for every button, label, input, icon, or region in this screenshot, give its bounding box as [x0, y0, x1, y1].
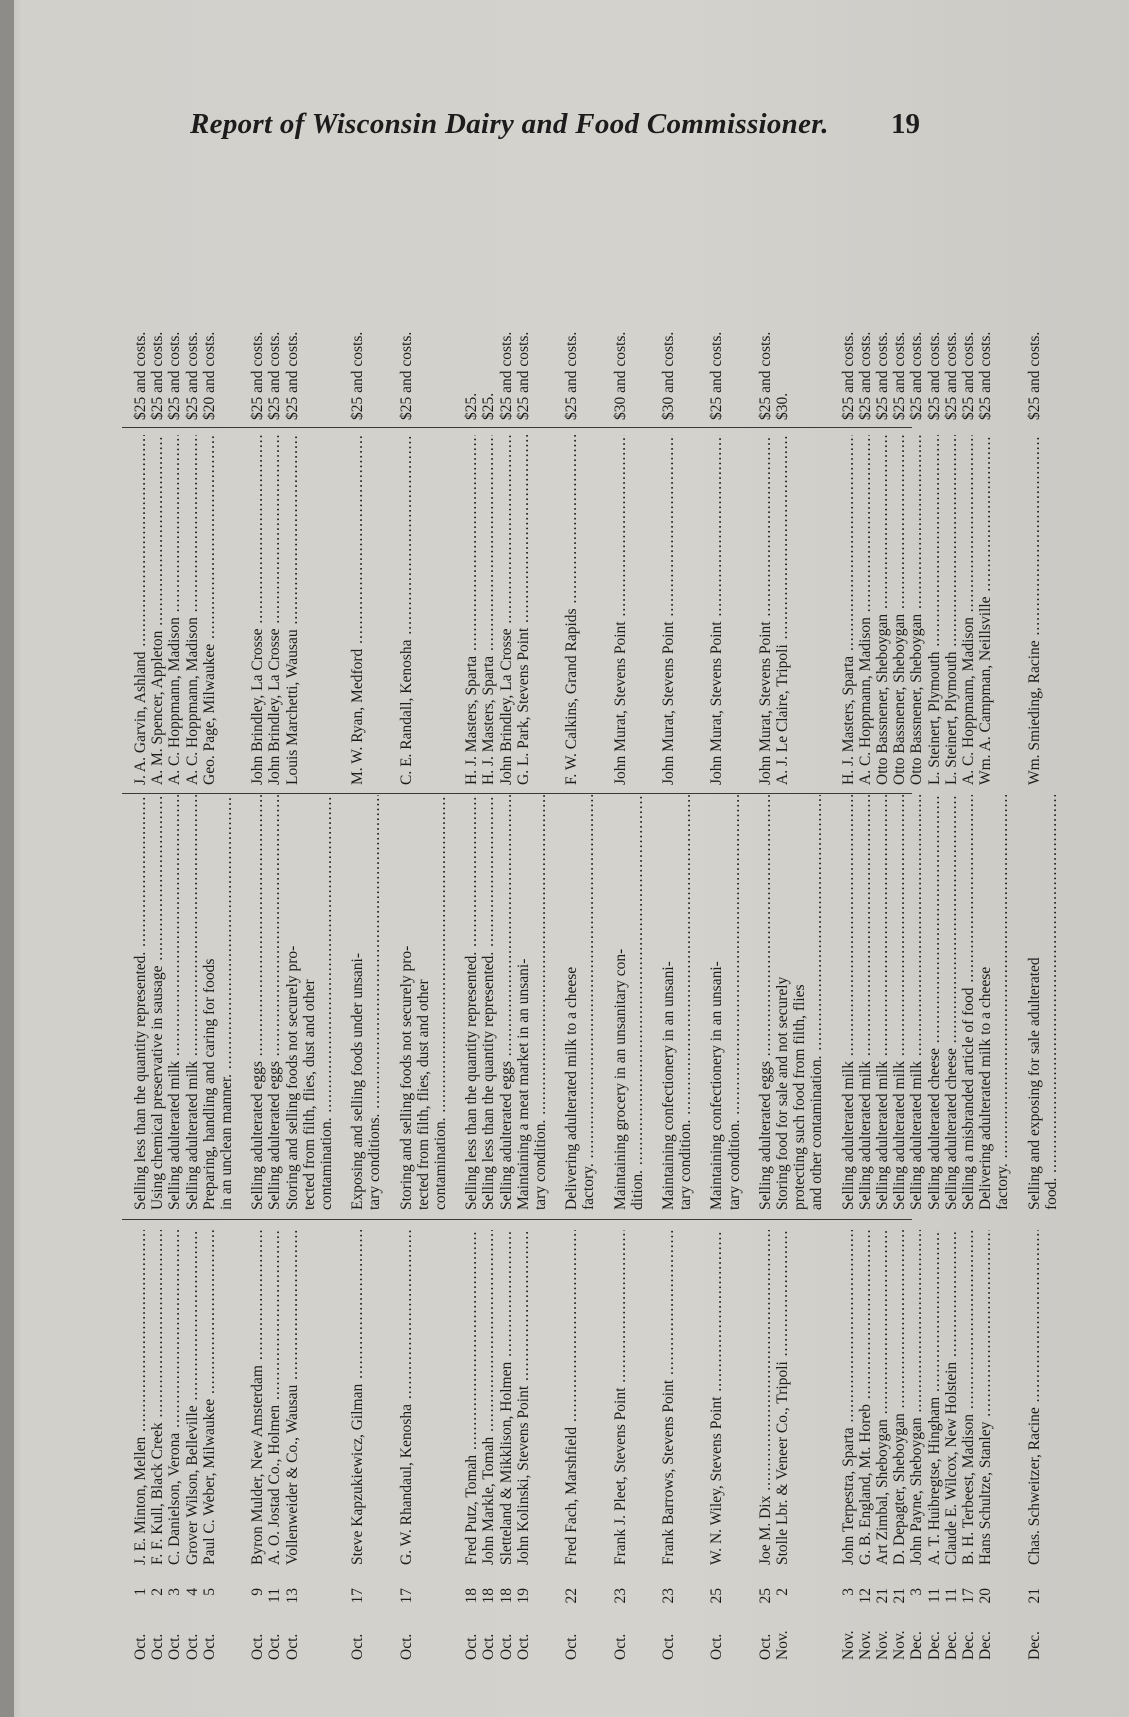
date-cell — [266, 1590, 283, 1660]
date-cell — [515, 1590, 532, 1660]
page-header — [150, 108, 930, 148]
date-cell — [166, 1590, 183, 1660]
prosecutor-cell: A. J. Le Claire, Tripoli ..... — [774, 435, 791, 785]
date-month: Oct. — [611, 1633, 629, 1660]
date-day: 25 — [756, 1588, 774, 1604]
date-cell — [708, 1590, 725, 1660]
prosecutor-cell: F. W. Calkins, Grand Rapids ..... — [563, 435, 580, 785]
defendant-cell: John Terpestra, Sparta ..... — [840, 1230, 857, 1565]
offense-line: Selling a misbranded article of food ..... — [960, 795, 977, 1210]
date-day: 1 — [132, 1588, 149, 1596]
offense-line: Selling adulterated cheese ..... — [926, 795, 943, 1210]
prosecutor-cell: Louis Marchetti, Wausau ..... — [284, 435, 301, 785]
defendant-cell: D. Depagter, Sheboygan ..... — [891, 1230, 908, 1565]
fine-cell: $25. — [480, 392, 498, 420]
offense-line: dition. ..... — [629, 795, 646, 1210]
prosecutor-cell: C. E. Randall, Kenosha ..... — [398, 435, 415, 785]
date-day: 3 — [839, 1588, 857, 1596]
date-month: Oct. — [463, 1633, 481, 1660]
date-day: 4 — [183, 1588, 201, 1596]
date-month: Oct. — [166, 1633, 184, 1660]
fine-cell: $25 and costs. — [891, 331, 909, 420]
fine-cell: $25. — [463, 392, 481, 420]
date-month: Dec. — [977, 1631, 995, 1660]
prosecutions-table — [122, 180, 1060, 1660]
page-number: 19 — [891, 108, 920, 140]
fine-cell: $25 and costs. — [397, 331, 415, 420]
defendant-cell: John Payne, Sheboygan ..... — [908, 1230, 925, 1565]
prosecutor-cell: Otto Bassnener, Sheboygan ..... — [908, 435, 925, 785]
date-day: 18 — [497, 1588, 515, 1604]
fine-cell: $25 and costs. — [266, 331, 284, 420]
date-cell — [926, 1590, 943, 1660]
fine-cell: $25 and costs. — [132, 331, 149, 420]
date-day: 21 — [874, 1588, 891, 1604]
offense-line: Selling adulterated milk ..... — [840, 795, 857, 1210]
date-day: 20 — [977, 1588, 995, 1604]
offense-line: Maintaining a meat market in an unsani- — [514, 958, 532, 1210]
defendant-cell: G. B. England, Mt. Horeb ..... — [857, 1230, 874, 1565]
offense-line: contamination. ..... — [432, 795, 449, 1210]
defendant-cell: Vollenweider & Co., Wausau ..... — [284, 1230, 301, 1565]
date-month: Dec. — [942, 1631, 960, 1660]
date-cell — [184, 1590, 201, 1660]
fine-cell: $25 and costs. — [183, 331, 201, 420]
fine-cell: $30. — [774, 392, 791, 420]
offense-line: Selling less than the quantity represented. ..... — [132, 795, 149, 1210]
fine-cell: $25 and costs. — [874, 331, 891, 420]
prosecutor-cell: A. C. Hoppmann, Madison ..... — [960, 435, 977, 785]
date-cell — [463, 1590, 480, 1660]
fine-cell: $25 and costs. — [514, 331, 532, 420]
date-day: 17 — [397, 1588, 415, 1604]
prosecutor-cell: A. M. Spencer, Appleton ..... — [149, 435, 166, 785]
date-month: Dec. — [1025, 1631, 1043, 1660]
date-cell — [480, 1590, 497, 1660]
date-month: Nov. — [774, 1630, 791, 1660]
date-month: Oct. — [149, 1633, 167, 1660]
date-cell — [757, 1590, 774, 1660]
fine-cell: $25 and costs. — [908, 331, 926, 420]
fine-cell: $25 and costs. — [942, 331, 960, 420]
date-month: Oct. — [266, 1633, 284, 1660]
offense-line: Selling adulterated milk ..... — [857, 795, 874, 1210]
date-month: Oct. — [708, 1633, 726, 1660]
fine-cell: $25 and costs. — [166, 331, 184, 420]
date-month: Dec. — [960, 1631, 977, 1660]
date-day: 18 — [463, 1588, 481, 1604]
offense-line: Selling adulterated eggs ..... — [266, 795, 283, 1210]
date-day: 21 — [891, 1588, 909, 1604]
defendant-cell: F. F. Kull, Black Creek ..... — [149, 1230, 166, 1565]
defendant-cell: Grover Wilson, Belleville ..... — [184, 1230, 201, 1565]
date-month: Nov. — [874, 1630, 891, 1660]
running-title: Report of Wisconsin Dairy and Food Commissioner. — [190, 108, 829, 140]
prosecutor-cell: John Murat, Stevens Point ..... — [660, 435, 677, 785]
fine-cell: $25 and costs. — [1025, 331, 1043, 420]
date-cell — [840, 1590, 857, 1660]
fine-cell: $25 and costs. — [497, 331, 515, 420]
prosecutor-cell: Wm. A. Campman, Neillsville ..... — [977, 435, 994, 785]
prosecutor-cell: J. A. Garvin, Ashland ..... — [132, 435, 149, 785]
defendant-cell: Steve Kapzukiewicz, Gilman ..... — [349, 1230, 366, 1565]
date-month: Oct. — [283, 1633, 301, 1660]
offense-line: tary conditions. ..... — [366, 795, 383, 1210]
offense-line: tary condition. ..... — [532, 795, 549, 1210]
date-day: 5 — [200, 1588, 218, 1596]
prosecutor-cell: A. C. Hoppmann, Madison ..... — [166, 435, 183, 785]
date-cell — [977, 1590, 994, 1660]
offense-line: Selling adulterated eggs ..... — [249, 795, 266, 1210]
prosecutor-cell: H. J. Masters, Sparta ..... — [463, 435, 480, 785]
defendant-cell: Fred Fach, Marshfield ..... — [563, 1230, 580, 1565]
defendant-cell: B. H. Terbeest, Madison ..... — [960, 1230, 977, 1565]
date-day: 2 — [149, 1588, 167, 1596]
date-cell — [249, 1590, 266, 1660]
defendant-cell: A. T. Huibregtse, Hingham ..... — [926, 1230, 943, 1565]
prosecutor-cell: A. C. Hoppmann, Madison ..... — [857, 435, 874, 785]
date-month: Oct. — [183, 1633, 201, 1660]
offense-line: Selling adulterated milk ..... — [874, 795, 891, 1210]
date-day: 3 — [166, 1588, 184, 1596]
offense-line: Exposing and selling foods under unsani- — [349, 952, 367, 1210]
date-cell — [874, 1590, 891, 1660]
offense-line: Selling adulterated cheese ..... — [943, 795, 960, 1210]
prosecutor-cell: John Murat, Stevens Point ..... — [612, 435, 629, 785]
offense-line: tected from filth, flies, dust and other — [300, 979, 318, 1210]
date-cell — [132, 1590, 149, 1660]
date-day: 17 — [349, 1588, 367, 1604]
date-cell — [908, 1590, 925, 1660]
date-cell — [774, 1590, 791, 1660]
offense-line: Storing and selling foods not securely pro- — [283, 945, 301, 1210]
offense-line: Storing food for sale and not securely — [774, 976, 791, 1210]
defendant-cell: Chas. Schweitzer, Racine ..... — [1026, 1230, 1043, 1565]
defendant-cell: Hans Schultze, Stanley ..... — [977, 1230, 994, 1565]
offense-line: Storing and selling foods not securely pro- — [397, 945, 415, 1210]
defendant-cell: John Markle, Tomah ..... — [480, 1230, 497, 1565]
column-rule-1 — [122, 1219, 912, 1220]
rotated-table-wrapper — [122, 180, 1060, 1660]
date-month: Oct. — [480, 1633, 498, 1660]
defendant-cell: Frank Barrows, Stevens Point ..... — [660, 1230, 677, 1565]
defendant-cell: Frank J. Pleet, Stevens Point ..... — [612, 1230, 629, 1565]
prosecutor-cell: H. J. Masters, Sparta ..... — [480, 435, 497, 785]
defendant-cell: Claude E. Wilcox, New Holstein ..... — [943, 1230, 960, 1565]
date-cell — [660, 1590, 677, 1660]
prosecutor-cell: M. W. Ryan, Medford ..... — [349, 435, 366, 785]
prosecutor-cell: L. Steinert, Plymouth ..... — [926, 435, 943, 785]
prosecutor-cell: A. C. Hoppmann, Madison ..... — [184, 435, 201, 785]
defendant-cell: W. N. Wiley, Stevens Point ..... — [708, 1230, 725, 1565]
date-day: 2 — [774, 1588, 791, 1596]
fine-cell: $25 and costs. — [283, 331, 301, 420]
fine-cell: $25 and costs. — [856, 331, 874, 420]
prosecutor-cell: John Brindley, La Crosse ..... — [498, 435, 515, 785]
offense-line: factory. ..... — [994, 795, 1011, 1210]
prosecutor-cell: John Brindley, La Crosse ..... — [266, 435, 283, 785]
defendant-cell: Sletteland & Mikklison, Holmen ..... — [498, 1230, 515, 1565]
date-month: Oct. — [660, 1633, 677, 1660]
date-cell — [201, 1590, 218, 1660]
defendant-cell: Joe M. Dix ..... — [757, 1230, 774, 1565]
fine-cell: $30 and costs. — [660, 331, 677, 420]
offense-line: Preparing, handling and caring for foods — [200, 958, 218, 1210]
offense-line: Maintaining confectionery in an unsani- — [708, 961, 726, 1210]
date-day: 23 — [660, 1588, 677, 1604]
date-day: 11 — [925, 1588, 943, 1603]
defendant-cell: Byron Mulder, New Amsterdam ..... — [249, 1230, 266, 1565]
offense-line: Selling less than the quantity represented. ..... — [480, 795, 497, 1210]
defendant-cell: A. O. Jostad Co., Holmen ..... — [266, 1230, 283, 1565]
fine-cell: $25 and costs. — [977, 331, 995, 420]
date-month: Oct. — [563, 1633, 581, 1660]
offense-line: Selling less than the quantity represented. ..... — [463, 795, 480, 1210]
date-day: 21 — [1025, 1588, 1043, 1604]
date-month: Oct. — [397, 1633, 415, 1660]
defendant-cell: Stolle Lbr. & Veneer Co., Tripoli ..... — [774, 1230, 791, 1565]
offense-line: Selling and exposing for sale adulterated — [1025, 957, 1043, 1210]
defendant-cell: Fred Putz, Tomah ..... — [463, 1230, 480, 1565]
offense-line: Selling adulterated milk ..... — [908, 795, 925, 1210]
offense-line: and other contamination. ..... — [808, 795, 825, 1210]
defendant-cell: Paul C. Weber, Milwaukee ..... — [201, 1230, 218, 1565]
date-day: 9 — [249, 1588, 267, 1596]
offense-line: Selling adulterated eggs ..... — [757, 795, 774, 1210]
offense-line: Maintaining confectionery in an unsani- — [660, 961, 677, 1210]
date-cell — [149, 1590, 166, 1660]
date-day: 23 — [611, 1588, 629, 1604]
date-day: 3 — [908, 1588, 926, 1596]
offense-line: Using chemical preservative in sausage ..... — [149, 795, 166, 1210]
date-day: 13 — [283, 1588, 301, 1604]
fine-cell: $25 and costs. — [708, 331, 726, 420]
offense-line: protecting such food from filth, flies — [791, 984, 809, 1210]
date-cell — [284, 1590, 301, 1660]
date-cell — [398, 1590, 415, 1660]
date-cell — [960, 1590, 977, 1660]
offense-line: Delivering adulterated milk to a cheese — [563, 966, 581, 1210]
fine-cell: $25 and costs. — [249, 331, 267, 420]
date-month: Oct. — [756, 1633, 774, 1660]
defendant-cell: John Kolinski, Stevens Point ..... — [515, 1230, 532, 1565]
date-cell — [1026, 1590, 1043, 1660]
offense-line: tary condition. ..... — [677, 795, 694, 1210]
fine-cell: $25 and costs. — [563, 331, 581, 420]
prosecutor-cell: G. L. Park, Stevens Point ..... — [515, 435, 532, 785]
date-month: Oct. — [497, 1633, 515, 1660]
defendant-cell: G. W. Rhandaul, Kenosha ..... — [398, 1230, 415, 1565]
column-rule-3 — [122, 427, 912, 428]
date-cell — [563, 1590, 580, 1660]
fine-cell: $25 and costs. — [839, 331, 857, 420]
date-cell — [857, 1590, 874, 1660]
prosecutor-cell: Otto Bassnener, Sheboygan ..... — [874, 435, 891, 785]
prosecutor-cell: John Murat, Stevens Point ..... — [708, 435, 725, 785]
date-cell — [891, 1590, 908, 1660]
date-day: 17 — [960, 1588, 977, 1604]
date-month: Nov. — [839, 1630, 857, 1660]
offense-line: food. ..... — [1043, 795, 1060, 1210]
date-month: Oct. — [200, 1633, 218, 1660]
prosecutor-cell: Geo. Page, Milwaukee ..... — [201, 435, 218, 785]
fine-cell: $30 and costs. — [611, 331, 629, 420]
date-day: 22 — [563, 1588, 581, 1604]
offense-line: Selling adulterated milk ..... — [166, 795, 183, 1210]
date-day: 25 — [708, 1588, 726, 1604]
defendant-cell: C. Danielson, Verona ..... — [166, 1230, 183, 1565]
fine-cell: $25 and costs. — [349, 331, 367, 420]
date-month: Dec. — [925, 1631, 943, 1660]
date-cell — [349, 1590, 366, 1660]
date-month: Nov. — [856, 1630, 874, 1660]
date-month: Dec. — [908, 1631, 926, 1660]
offense-line: tary condition. ..... — [726, 795, 743, 1210]
prosecutor-cell: L. Steinert, Plymouth ..... — [943, 435, 960, 785]
date-month: Oct. — [132, 1633, 149, 1660]
offense-line: contamination. ..... — [318, 795, 335, 1210]
fine-cell: $20 and costs. — [200, 331, 218, 420]
date-day: 19 — [514, 1588, 532, 1604]
offense-line: Selling adulterated eggs ..... — [498, 795, 515, 1210]
date-cell — [612, 1590, 629, 1660]
defendant-cell: Art Zimbal, Sheboygan ..... — [874, 1230, 891, 1565]
date-month: Oct. — [349, 1633, 367, 1660]
fine-cell: $25 and costs. — [149, 331, 167, 420]
offense-line: Selling adulterated milk ..... — [184, 795, 201, 1210]
prosecutor-cell: H. J. Masters, Sparta ..... — [840, 435, 857, 785]
date-day: 12 — [856, 1588, 874, 1604]
date-month: Oct. — [249, 1633, 267, 1660]
offense-line: tected from filth, flies, dust and other — [414, 979, 432, 1210]
prosecutor-cell: Wm. Smieding, Racine ..... — [1026, 435, 1043, 785]
date-cell — [498, 1590, 515, 1660]
offense-line: Delivering adulterated milk to a cheese — [977, 966, 995, 1210]
date-cell — [943, 1590, 960, 1660]
prosecutor-cell: Otto Bassnener, Sheboygan ..... — [891, 435, 908, 785]
fine-cell: $25 and costs. — [925, 331, 943, 420]
offense-line: Maintaining grocery in an unsanitary con- — [611, 948, 629, 1210]
fine-cell: $25 and costs. — [960, 331, 977, 420]
offense-line: Selling adulterated milk ..... — [891, 795, 908, 1210]
defendant-cell: J. E. Minton, Mellen ..... — [132, 1230, 149, 1565]
offense-line: factory. ..... — [580, 795, 597, 1210]
date-day: 11 — [942, 1588, 960, 1603]
date-day: 18 — [480, 1588, 498, 1604]
prosecutor-cell: John Murat, Stevens Point ..... — [757, 435, 774, 785]
prosecutor-cell: John Brindley, La Crosse ..... — [249, 435, 266, 785]
date-month: Oct. — [514, 1633, 532, 1660]
date-day: 11 — [266, 1588, 284, 1603]
fine-cell: $25 and costs. — [756, 331, 774, 420]
date-month: Nov. — [891, 1630, 909, 1660]
column-rule-2 — [122, 793, 912, 794]
book-spine — [0, 0, 14, 1717]
offense-line: in an unclean manner. ..... — [218, 795, 235, 1210]
